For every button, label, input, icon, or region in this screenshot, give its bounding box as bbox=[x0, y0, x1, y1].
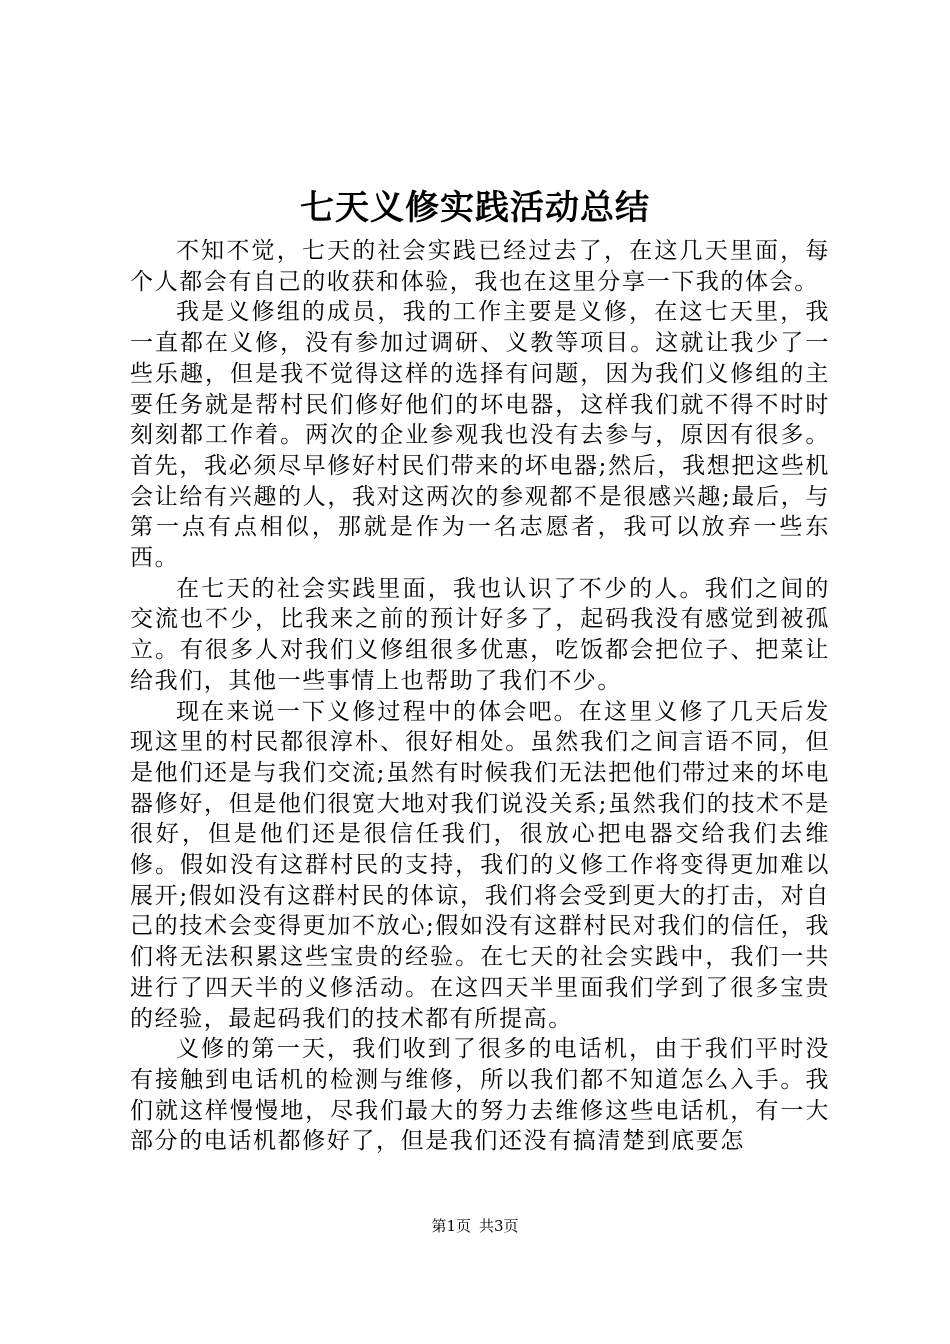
paragraph: 义修的第一天，我们收到了很多的电话机，由于我们平时没有接触到电话机的检测与维修，所以我们都不知道怎么入手。我们就这样慢慢地，尽我们最大的努力去维修这些电话机，有一大部分的电话机都修好了，但是我们还没有搞清楚到底要怎 bbox=[130, 1036, 830, 1155]
paragraph: 我是义修组的成员，我的工作主要是义修，在这七天里，我一直都在义修，没有参加过调研、义教等项目。这就让我少了一些乐趣，但是我不觉得这样的选择有问题，因为我们义修组的主要任务就是帮村民们修好他们的坏电器，这样我们就不得不时时刻刻都工作着。两次的企业参观我也没有去参与，原因有很多。首先，我必须尽早修好村民们带来的坏电器;然后，我想把这些机会让给有兴趣的人，我对这两次的参观都不是很感兴趣;最后，与第一点有点相似，那就是作为一名志愿者，我可以放弃一些东西。 bbox=[130, 299, 830, 572]
page-number: 第1页 bbox=[431, 1217, 471, 1235]
paragraph: 现在来说一下义修过程中的体会吧。在这里义修了几天后发现这里的村民都很淳朴、很好相处。虽然我们之间言语不同，但是他们还是与我们交流;虽然有时候我们无法把他们带过来的坏电器修好，但是他们很宽大地对我们说没关系;虽然我们的技术不是很好，但是他们还是很信任我们，很放心把电器交给我们去维修。假如没有这群村民的支持，我们的义修工作将变得更加难以展开;假如没有这群村民的体谅，我们将会受到更大的打击，对自己的技术会变得更加不放心;假如没有这群村民对我们的信任，我们将无法积累这些宝贵的经验。在七天的社会实践中，我们一共进行了四天半的义修活动。在这四天半里面我们学到了很多宝贵的经验，最起码我们的技术都有所提高。 bbox=[130, 698, 830, 1032]
document-title: 七天义修实践活动总结 bbox=[300, 188, 650, 228]
page-total: 共3页 bbox=[479, 1217, 519, 1235]
paragraph: 不知不觉，七天的社会实践已经过去了，在这几天里面，每个人都会有自己的收获和体验，我也在这里分享一下我的体会。 bbox=[130, 238, 830, 295]
document-body bbox=[130, 236, 830, 1157]
paragraph: 在七天的社会实践里面，我也认识了不少的人。我们之间的交流也不少，比我来之前的预计好多了，起码我没有感觉到被孤立。有很多人对我们义修组很多优惠，吃饭都会把位子、把菜让给我们，其他一些事情上也帮助了我们不少。 bbox=[130, 575, 830, 694]
page-footer bbox=[0, 1216, 950, 1236]
